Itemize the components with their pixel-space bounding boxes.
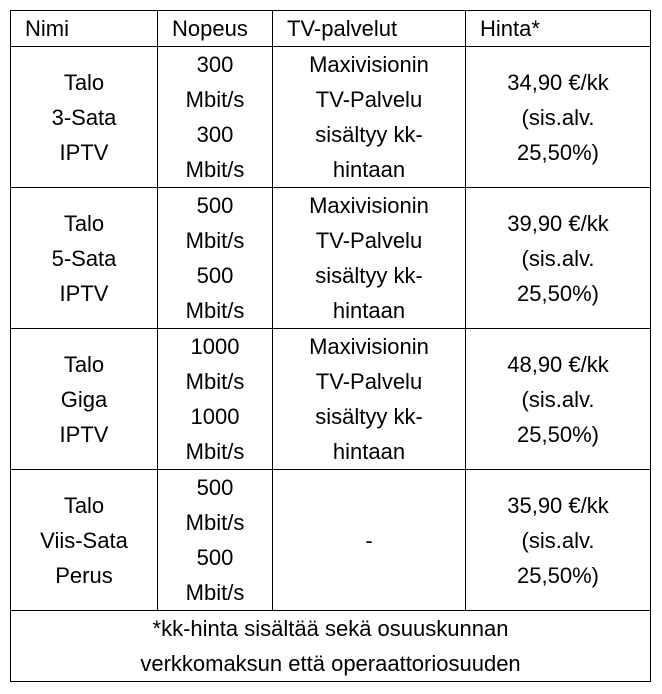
cell-tv [273, 470, 466, 611]
price-line: 25,50%) [517, 139, 599, 165]
cell-price [466, 329, 651, 470]
speed-line: Mbit/s [185, 580, 245, 605]
cell-price [466, 188, 651, 329]
cell-price [466, 47, 651, 188]
name-line: Perus [55, 562, 113, 588]
cell-tv [273, 188, 466, 329]
price-line: 35,90 €/kk [507, 492, 609, 518]
cell-name [11, 329, 158, 470]
name-line: IPTV [59, 139, 109, 165]
header-tv-services: TV-palvelut [273, 11, 466, 47]
tv-line: TV-Palvelu [315, 87, 423, 112]
speed-line: Mbit/s [185, 228, 245, 253]
footnote-line: verkkomaksun että operaattoriosuuden [140, 651, 521, 676]
table-row [11, 329, 651, 470]
tv-line: TV-Palvelu [315, 228, 423, 253]
cell-speed [158, 47, 273, 188]
name-line: Giga [60, 386, 108, 412]
speed-line: Mbit/s [185, 298, 245, 323]
price-line: (sis.alv. [521, 245, 595, 271]
table-row [11, 47, 651, 188]
name-line: 3-Sata [51, 104, 117, 130]
speed-line: 300 [196, 52, 234, 77]
cell-speed [158, 470, 273, 611]
price-line: 34,90 €/kk [507, 69, 609, 95]
cell-name [11, 188, 158, 329]
table-row [11, 470, 651, 611]
cell-speed [158, 188, 273, 329]
tv-line: sisältyy kk- [315, 404, 423, 429]
speed-line: 1000 [190, 404, 240, 429]
cell-name [11, 470, 158, 611]
pricing-table [10, 10, 651, 682]
footnote-line: *kk-hinta sisältää sekä osuuskunnan [152, 616, 509, 641]
header-name: Nimi [11, 11, 158, 47]
price-line: (sis.alv. [521, 104, 595, 130]
tv-line: hintaan [332, 298, 406, 323]
header-price: Hinta* [466, 11, 651, 47]
tv-line: - [365, 527, 373, 553]
cell-tv [273, 329, 466, 470]
pricing-table-container [10, 10, 651, 682]
name-line: Talo [63, 351, 105, 377]
table-row [11, 188, 651, 329]
speed-line: 500 [196, 193, 234, 218]
name-line: IPTV [59, 280, 109, 306]
price-line: 25,50%) [517, 562, 599, 588]
header-speed: Nopeus [158, 11, 273, 47]
price-line: 48,90 €/kk [507, 351, 609, 377]
tv-line: Maxivisionin [309, 52, 429, 77]
cell-price [466, 470, 651, 611]
cell-speed [158, 329, 273, 470]
name-line: IPTV [59, 421, 109, 447]
cell-tv [273, 47, 466, 188]
tv-line: sisältyy kk- [315, 122, 423, 147]
tv-line: sisältyy kk- [315, 263, 423, 288]
name-line: Talo [63, 69, 105, 95]
speed-line: 1000 [190, 334, 240, 359]
price-line: 39,90 €/kk [507, 210, 609, 236]
speed-line: 300 [196, 122, 234, 147]
price-line: (sis.alv. [521, 386, 595, 412]
speed-line: Mbit/s [185, 510, 245, 535]
footnote-row [11, 611, 651, 682]
footnote-cell [11, 611, 651, 682]
speed-line: 500 [196, 263, 234, 288]
tv-line: Maxivisionin [309, 193, 429, 218]
tv-line: TV-Palvelu [315, 369, 423, 394]
price-line: (sis.alv. [521, 527, 595, 553]
cell-name [11, 47, 158, 188]
tv-line: hintaan [332, 439, 406, 464]
speed-line: 500 [196, 475, 234, 500]
header-row [11, 11, 651, 47]
name-line: Viis-Sata [40, 527, 128, 553]
name-line: Talo [63, 492, 105, 518]
speed-line: Mbit/s [185, 439, 245, 464]
tv-line: hintaan [332, 157, 406, 182]
tv-line: Maxivisionin [309, 334, 429, 359]
speed-line: Mbit/s [185, 369, 245, 394]
speed-line: Mbit/s [185, 87, 245, 112]
speed-line: Mbit/s [185, 157, 245, 182]
name-line: Talo [63, 210, 105, 236]
speed-line: 500 [196, 545, 234, 570]
name-line: 5-Sata [51, 245, 117, 271]
price-line: 25,50%) [517, 421, 599, 447]
price-line: 25,50%) [517, 280, 599, 306]
